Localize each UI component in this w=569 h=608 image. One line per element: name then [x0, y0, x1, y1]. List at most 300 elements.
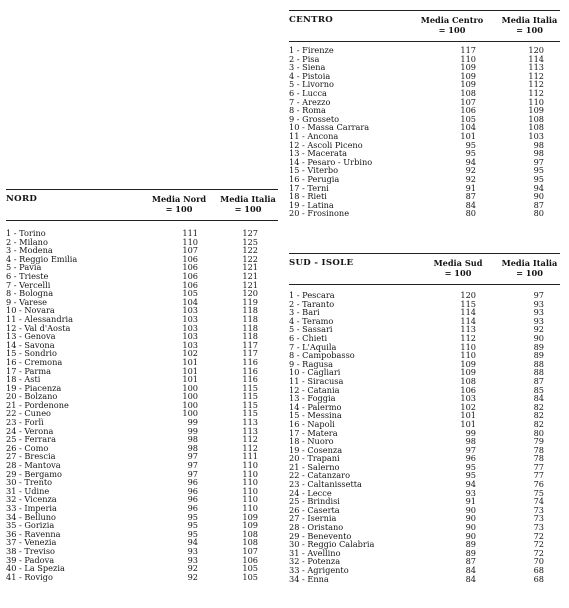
centro-italy-index: 113 [528, 62, 544, 73]
sud-province-name: 10 - Cagliari [289, 367, 341, 378]
nord-province-name: 28 - Mantova [6, 460, 61, 471]
sud-table-row [289, 325, 560, 334]
centro-province-name: 8 - Roma [289, 105, 326, 116]
sud-italy-index: 90 [533, 332, 544, 343]
sud-province-name: 15 - Messina [289, 410, 342, 421]
sud-area-index: 101 [460, 418, 476, 429]
centro-table-row [289, 98, 560, 107]
sud-italy-index: 75 [533, 487, 544, 498]
sud-area-index: 97 [465, 444, 476, 455]
nord-area-index: 94 [187, 537, 198, 548]
nord-italy-index: 115 [242, 399, 258, 410]
centro-col1-header: Media Centro = 100 [420, 15, 484, 35]
centro-province-name: 4 - Pistoia [289, 70, 331, 81]
nord-italy-index: 116 [242, 374, 258, 385]
nord-area-index: 103 [182, 339, 198, 350]
sud-area-index: 98 [465, 436, 476, 447]
nord-area-index: 92 [187, 571, 198, 582]
sud-italy-index: 82 [533, 401, 544, 412]
nord-area-index: 98 [187, 434, 198, 445]
nord-province-name: 39 - Padova [6, 554, 55, 565]
sud-italy-index: 78 [533, 444, 544, 455]
sud-province-name: 17 - Matera [289, 427, 338, 438]
sud-province-name: 27 - Isernia [289, 513, 337, 524]
nord-italy-index: 105 [242, 571, 258, 582]
centro-italy-index: 98 [533, 139, 544, 150]
nord-table-row [6, 409, 278, 418]
centro-area-index: 110 [460, 53, 476, 64]
centro-area-index: 95 [465, 139, 476, 150]
nord-area-index: 103 [182, 331, 198, 342]
sud-area-index: 91 [465, 496, 476, 507]
centro-italy-index: 112 [528, 70, 544, 81]
nord-area-index: 97 [187, 451, 198, 462]
sud-area-index: 84 [465, 573, 476, 584]
centro-province-name: 3 - Siena [289, 62, 326, 73]
sud-area-index: 113 [460, 324, 476, 335]
sud-area-index: 108 [460, 375, 476, 386]
nord-header [6, 190, 278, 221]
nord-italy-index: 122 [242, 253, 258, 264]
nord-italy-index: 112 [242, 434, 258, 445]
nord-area-index: 93 [187, 554, 198, 565]
nord-province-name: 32 - Vicenza [6, 494, 57, 505]
nord-province-name: 29 - Bergamo [6, 468, 62, 479]
nord-italy-index: 112 [242, 442, 258, 453]
centro-province-name: 10 - Massa Carrara [289, 122, 370, 133]
centro-province-name: 11 - Ancona [289, 130, 339, 141]
sud-italy-index: 73 [533, 522, 544, 533]
sud-header [289, 254, 560, 285]
nord-province-name: 41 - Rovigo [6, 571, 53, 582]
sud-province-name: 26 - Caserta [289, 504, 340, 515]
nord-area-index: 101 [182, 365, 198, 376]
sud-italy-index: 89 [533, 341, 544, 352]
centro-province-name: 17 - Terni [289, 182, 329, 193]
nord-area-index: 106 [182, 279, 198, 290]
sud-province-name: 4 - Teramo [289, 315, 334, 326]
nord-province-name: 34 - Belluno [6, 511, 56, 522]
nord-area-index: 96 [187, 485, 198, 496]
sud-area-index: 99 [465, 427, 476, 438]
nord-area-index: 103 [182, 322, 198, 333]
nord-italy-index: 118 [242, 313, 258, 324]
nord-italy-index: 121 [242, 279, 258, 290]
centro-province-name: 5 - Livorno [289, 79, 334, 90]
centro-area-index: 92 [465, 165, 476, 176]
centro-area-index: 107 [460, 96, 476, 107]
centro-area-index: 106 [460, 105, 476, 116]
centro-italy-index: 112 [528, 87, 544, 98]
sud-area-index: 114 [460, 315, 476, 326]
nord-col1-header: Media Nord = 100 [151, 194, 207, 214]
sud-area-index: 96 [465, 453, 476, 464]
nord-italy-index: 110 [242, 477, 258, 488]
nord-province-name: 4 - Reggio Emilia [6, 253, 78, 264]
nord-area-index: 95 [187, 528, 198, 539]
sud-province-name: 19 - Cosenza [289, 444, 343, 455]
nord-italy-index: 110 [242, 468, 258, 479]
sud-province-name: 3 - Bari [289, 307, 320, 318]
nord-province-name: 30 - Trento [6, 477, 53, 488]
sud-italy-index: 93 [533, 315, 544, 326]
sud-province-name: 21 - Salerno [289, 461, 340, 472]
nord-italy-index: 127 [242, 228, 258, 238]
nord-area-index: 106 [182, 253, 198, 264]
centro-area-index: 109 [460, 62, 476, 73]
nord-title: NORD [6, 194, 38, 204]
nord-italy-index: 115 [242, 391, 258, 402]
sud-area-index: 109 [460, 358, 476, 369]
nord-province-name: 19 - Piacenza [6, 382, 62, 393]
sud-province-name: 24 - Lecce [289, 487, 332, 498]
sud-area-index: 89 [465, 547, 476, 558]
sud-province-name: 1 - Pescara [289, 290, 335, 300]
sud-title: SUD - ISOLE [289, 258, 354, 268]
nord-province-name: 25 - Ferrara [6, 434, 56, 445]
nord-italy-index: 107 [242, 545, 258, 556]
nord-province-name: 31 - Udine [6, 485, 50, 496]
centro-area-index: 84 [465, 199, 476, 210]
centro-table-row [289, 175, 560, 184]
centro-province-name: 6 - Lucca [289, 87, 327, 98]
sud-italy-index: 76 [533, 479, 544, 490]
nord-rows [6, 221, 278, 581]
centro-province-name: 15 - Viterbo [289, 165, 338, 176]
sud-province-name: 25 - Brindisi [289, 496, 340, 507]
centro-header [289, 11, 560, 42]
sud-italy-index: 79 [533, 436, 544, 447]
nord-province-name: 35 - Gorizia [6, 520, 55, 531]
nord-italy-index: 108 [242, 528, 258, 539]
centro-italy-index: 90 [533, 191, 544, 202]
sud-area-index: 120 [460, 290, 476, 300]
sud-italy-index: 93 [533, 307, 544, 318]
centro-table-row [289, 46, 560, 55]
centro-italy-index: 110 [528, 96, 544, 107]
centro-area-index: 95 [465, 148, 476, 159]
centro-italy-index: 103 [528, 130, 544, 141]
sud-col2-header: Media Italia = 100 [501, 258, 558, 278]
sud-province-name: 32 - Potenza [289, 556, 341, 567]
centro-area-index: 94 [465, 156, 476, 167]
nord-italy-index: 113 [242, 425, 258, 436]
nord-italy-index: 108 [242, 537, 258, 548]
centro-area-index: 92 [465, 173, 476, 184]
sud-area-index: 89 [465, 539, 476, 550]
sud-italy-index: 77 [533, 461, 544, 472]
sud-italy-index: 88 [533, 358, 544, 369]
sud-area-index: 110 [460, 341, 476, 352]
centro-table-row [289, 80, 560, 89]
nord-province-name: 14 - Savona [6, 339, 55, 350]
sud-province-name: 18 - Nuoro [289, 436, 334, 447]
nord-province-name: 2 - Milano [6, 236, 48, 247]
sud-italy-index: 70 [533, 556, 544, 567]
sud-province-name: 11 - Siracusa [289, 375, 344, 386]
sud-province-name: 34 - Enna [289, 573, 329, 584]
nord-italy-index: 118 [242, 322, 258, 333]
nord-italy-index: 120 [242, 288, 258, 299]
nord-table-row [6, 573, 278, 582]
sud-italy-index: 68 [533, 573, 544, 584]
sud-area-index: 114 [460, 307, 476, 318]
nord-italy-index: 105 [242, 563, 258, 574]
centro-italy-index: 108 [528, 113, 544, 124]
sud-italy-index: 78 [533, 453, 544, 464]
nord-area-index: 101 [182, 356, 198, 367]
nord-area-index: 106 [182, 270, 198, 281]
nord-col2-header: Media Italia = 100 [220, 194, 276, 214]
nord-province-name: 7 - Vercelli [6, 279, 51, 290]
sud-area-index: 93 [465, 487, 476, 498]
nord-area-index: 100 [182, 391, 198, 402]
centro-italy-index: 108 [528, 122, 544, 133]
sud-rows [289, 285, 560, 583]
nord-area-index: 102 [182, 348, 198, 359]
sud-area-index: 106 [460, 384, 476, 395]
sud-area-index: 90 [465, 513, 476, 524]
sud-table-row [289, 575, 560, 584]
centro-italy-index: 95 [533, 165, 544, 176]
nord-italy-index: 116 [242, 356, 258, 367]
sud-area-index: 87 [465, 556, 476, 567]
nord-area-index: 104 [182, 296, 198, 307]
nord-province-name: 13 - Genova [6, 331, 56, 342]
nord-italy-index: 119 [242, 296, 258, 307]
nord-table-row [6, 367, 278, 376]
centro-italy-index: 98 [533, 148, 544, 159]
nord-province-name: 9 - Varese [6, 296, 48, 307]
nord-province-name: 11 - Alessandria [6, 313, 73, 324]
centro-italy-index: 114 [528, 53, 544, 64]
sud-area-index: 110 [460, 350, 476, 361]
sud-italy-index: 85 [533, 384, 544, 395]
sud-table [289, 253, 560, 583]
centro-province-name: 18 - Rieti [289, 191, 327, 202]
nord-province-name: 3 - Modena [6, 245, 53, 256]
sud-province-name: 31 - Avellino [289, 547, 341, 558]
nord-italy-index: 115 [242, 382, 258, 393]
centro-province-name: 19 - Latina [289, 199, 334, 210]
centro-italy-index: 109 [528, 105, 544, 116]
nord-area-index: 96 [187, 503, 198, 513]
nord-italy-index: 118 [242, 331, 258, 342]
centro-area-index: 87 [465, 191, 476, 202]
nord-province-name: 36 - Ravenna [6, 528, 61, 539]
nord-italy-index: 109 [242, 520, 258, 531]
sud-area-index: 115 [460, 298, 476, 309]
nord-area-index: 95 [187, 520, 198, 531]
nord-area-index: 103 [182, 305, 198, 316]
nord-italy-index: 115 [242, 408, 258, 419]
nord-province-name: 20 - Bolzano [6, 391, 58, 402]
centro-province-name: 2 - Pisa [289, 53, 320, 64]
nord-province-name: 1 - Torino [6, 228, 46, 238]
nord-province-name: 26 - Como [6, 442, 49, 453]
centro-italy-index: 94 [533, 182, 544, 193]
nord-province-name: 38 - Treviso [6, 545, 55, 556]
sud-italy-index: 84 [533, 393, 544, 404]
nord-area-index: 106 [182, 262, 198, 273]
nord-province-name: 16 - Cremona [6, 356, 63, 367]
nord-table-row [6, 255, 278, 264]
sud-italy-index: 72 [533, 547, 544, 558]
sud-italy-index: 89 [533, 350, 544, 361]
centro-area-index: 109 [460, 79, 476, 90]
centro-province-name: 9 - Grosseto [289, 113, 340, 124]
nord-province-name: 27 - Brescia [6, 451, 56, 462]
centro-italy-index: 95 [533, 173, 544, 184]
sud-italy-index: 92 [533, 324, 544, 335]
sud-province-name: 14 - Palermo [289, 401, 342, 412]
nord-province-name: 12 - Val d'Aosta [6, 322, 71, 333]
nord-italy-index: 117 [242, 348, 258, 359]
sud-area-index: 95 [465, 470, 476, 481]
nord-italy-index: 110 [242, 503, 258, 513]
sud-italy-index: 88 [533, 367, 544, 378]
sud-italy-index: 82 [533, 410, 544, 421]
nord-area-index: 101 [182, 374, 198, 385]
nord-italy-index: 121 [242, 262, 258, 273]
sud-italy-index: 73 [533, 504, 544, 515]
centro-italy-index: 112 [528, 79, 544, 90]
sud-italy-index: 93 [533, 298, 544, 309]
sud-province-name: 9 - Ragusa [289, 358, 334, 369]
nord-province-name: 40 - La Spezia [6, 563, 65, 574]
centro-rows [289, 42, 560, 218]
nord-area-index: 105 [182, 288, 198, 299]
nord-italy-index: 122 [242, 245, 258, 256]
sud-province-name: 33 - Agrigento [289, 565, 349, 575]
centro-area-index: 117 [460, 45, 476, 55]
nord-area-index: 107 [182, 245, 198, 256]
nord-area-index: 97 [187, 468, 198, 479]
centro-italy-index: 120 [528, 45, 544, 55]
sud-italy-index: 80 [533, 427, 544, 438]
centro-area-index: 101 [460, 130, 476, 141]
sud-italy-index: 87 [533, 375, 544, 386]
centro-province-name: 13 - Macerata [289, 148, 348, 159]
sud-province-name: 7 - L'Aquila [289, 341, 337, 352]
nord-italy-index: 121 [242, 270, 258, 281]
centro-province-name: 7 - Arezzo [289, 96, 331, 107]
nord-province-name: 24 - Verona [6, 425, 54, 436]
centro-area-index: 109 [460, 70, 476, 81]
sud-area-index: 109 [460, 367, 476, 378]
sud-province-name: 8 - Campobasso [289, 350, 355, 361]
sud-italy-index: 82 [533, 418, 544, 429]
centro-table [289, 10, 560, 218]
centro-italy-index: 87 [533, 199, 544, 210]
centro-italy-index: 80 [533, 208, 544, 219]
nord-province-name: 23 - Forlì [6, 417, 44, 428]
sud-area-index: 94 [465, 479, 476, 490]
sud-province-name: 22 - Catanzaro [289, 470, 351, 481]
sud-col1-header: Media Sud = 100 [433, 258, 483, 278]
centro-area-index: 104 [460, 122, 476, 133]
centro-province-name: 14 - Pesaro - Urbino [289, 156, 373, 167]
sud-italy-index: 72 [533, 530, 544, 541]
nord-province-name: 6 - Trieste [6, 270, 49, 281]
centro-table-row [289, 184, 560, 193]
nord-italy-index: 116 [242, 365, 258, 376]
centro-table-row [289, 209, 560, 218]
sud-province-name: 13 - Foggia [289, 393, 336, 404]
sud-table-row [289, 300, 560, 309]
nord-province-name: 18 - Asti [6, 374, 41, 385]
sud-italy-index: 68 [533, 565, 544, 575]
nord-area-index: 103 [182, 313, 198, 324]
nord-area-index: 100 [182, 382, 198, 393]
nord-area-index: 99 [187, 417, 198, 428]
centro-area-index: 108 [460, 87, 476, 98]
nord-province-name: 17 - Parma [6, 365, 51, 376]
nord-province-name: 22 - Cuneo [6, 408, 51, 419]
centro-area-index: 105 [460, 113, 476, 124]
nord-area-index: 95 [187, 511, 198, 522]
sud-area-index: 103 [460, 393, 476, 404]
centro-province-name: 16 - Perugia [289, 173, 340, 184]
centro-province-name: 20 - Frosinone [289, 208, 350, 219]
sud-province-name: 30 - Reggio Calabria [289, 539, 375, 550]
nord-area-index: 98 [187, 442, 198, 453]
sud-italy-index: 77 [533, 470, 544, 481]
sud-area-index: 95 [465, 461, 476, 472]
nord-italy-index: 118 [242, 305, 258, 316]
sud-italy-index: 72 [533, 539, 544, 550]
sud-province-name: 5 - Sassari [289, 324, 333, 335]
nord-province-name: 15 - Sondrio [6, 348, 57, 359]
sud-area-index: 102 [460, 401, 476, 412]
sud-italy-index: 97 [533, 290, 544, 300]
nord-italy-index: 111 [242, 451, 258, 462]
sud-area-index: 90 [465, 504, 476, 515]
sud-province-name: 2 - Taranto [289, 298, 335, 309]
nord-area-index: 100 [182, 399, 198, 410]
nord-area-index: 100 [182, 408, 198, 419]
nord-area-index: 97 [187, 460, 198, 471]
nord-province-name: 5 - Pavia [6, 262, 42, 273]
centro-province-name: 12 - Ascoli Piceno [289, 139, 363, 150]
sud-province-name: 28 - Oristano [289, 522, 344, 533]
nord-table [6, 189, 278, 581]
nord-province-name: 10 - Novara [6, 305, 55, 316]
sud-area-index: 90 [465, 530, 476, 541]
centro-title: CENTRO [289, 15, 334, 25]
nord-italy-index: 110 [242, 485, 258, 496]
nord-province-name: 21 - Pordenone [6, 399, 69, 410]
centro-area-index: 80 [465, 208, 476, 219]
sud-province-name: 29 - Benevento [289, 530, 352, 541]
nord-italy-index: 125 [242, 236, 258, 247]
nord-italy-index: 109 [242, 511, 258, 522]
nord-area-index: 110 [182, 236, 198, 247]
nord-province-name: 8 - Bologna [6, 288, 54, 299]
sud-province-name: 12 - Catania [289, 384, 340, 395]
centro-province-name: 1 - Firenze [289, 45, 334, 55]
sud-area-index: 84 [465, 565, 476, 575]
nord-province-name: 37 - Venezia [6, 537, 57, 548]
sud-area-index: 90 [465, 522, 476, 533]
nord-italy-index: 110 [242, 460, 258, 471]
sud-province-name: 23 - Caltanissetta [289, 479, 362, 490]
nord-italy-index: 117 [242, 339, 258, 350]
nord-area-index: 96 [187, 494, 198, 505]
centro-col2-header: Media Italia = 100 [501, 15, 558, 35]
sud-province-name: 16 - Napoli [289, 418, 335, 429]
sud-area-index: 101 [460, 410, 476, 421]
